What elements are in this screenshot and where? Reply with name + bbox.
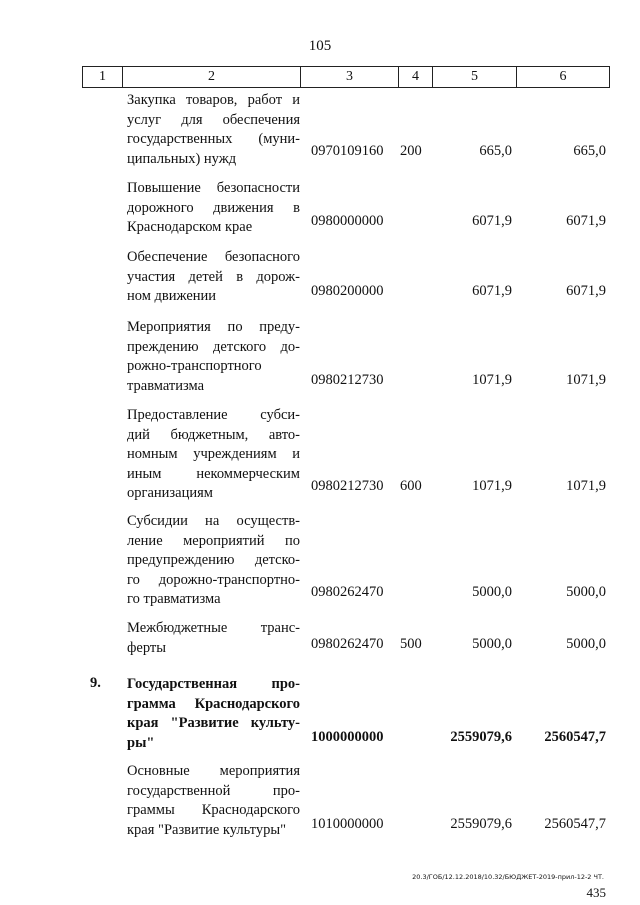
row-code: 0980000000 [311,213,384,229]
description-line: государственной про- [127,782,300,799]
description-line: государственных (муни- [127,131,300,147]
header-col-1: 1 [83,67,123,87]
row-value-2020: 1071,9 [566,372,606,388]
description-line: Основные мероприятия [127,763,300,779]
header-col-5: 5 [433,67,517,87]
description-line: Обеспечение безопасного [127,249,300,265]
row-description [127,91,300,169]
description-line: Предоставление субси- [127,407,300,423]
description-line: граммы Краснодарского [127,802,300,818]
section-number: 9. [90,675,101,691]
description-line: Повышение безопасности [127,180,300,196]
description-line: номным учреждениям и [127,446,300,462]
description-line: Мероприятия по преду- [127,319,300,335]
row-value-2019: 1071,9 [472,372,512,388]
row-value-2019: 6071,9 [472,283,512,299]
description-line: предупреждению детско- [127,552,300,568]
row-code: 0980212730 [311,478,384,494]
header-col-3: 3 [301,67,399,87]
row-code: 0980262470 [311,636,384,652]
row-type: 600 [400,478,422,494]
row-value-2020: 5000,0 [566,584,606,600]
row-value-2020: 5000,0 [566,636,606,652]
description-line: дий бюджетным, авто- [127,426,300,443]
description-line: организациям [127,485,213,501]
description-line: ном движении [127,288,217,304]
description-line: иным некоммерческим [127,465,300,482]
footer-sheet-number: 435 [586,885,606,900]
description-line: го дорожно-транспортно- [127,571,300,588]
description-line: травматизма [127,377,205,394]
description-line: участия детей в дорож- [127,268,300,285]
header-col-4: 4 [399,67,433,87]
row-value-2020: 1071,9 [566,478,606,494]
row-description [127,406,300,504]
row-description [127,762,300,840]
description-line: Субсидии на осуществ- [127,513,300,529]
row-code: 0970109160 [311,143,384,159]
row-value-2020: 6071,9 [566,213,606,229]
header-col-6: 6 [559,69,567,84]
row-code: 1000000000 [311,729,384,745]
description-line: ление мероприятий по [127,532,300,549]
row-type: 500 [400,636,422,652]
description-line: преждению детского до- [127,338,300,355]
description-line: услуг для обеспечения [127,111,300,128]
description-line: рожно-транспортного [127,358,262,374]
description-line: Закупка товаров, работ и [127,92,300,108]
header-col-2: 2 [123,67,301,87]
row-value-2019: 5000,0 [472,584,512,600]
row-code: 0980200000 [311,283,384,299]
row-value-2019: 665,0 [479,143,512,159]
description-line: дорожного движения в [127,199,300,216]
row-value-2020: 665,0 [573,143,606,159]
row-code: 1010000000 [311,816,384,832]
page-number: 105 [308,38,332,54]
description-line: края "Развитие культу- [127,715,300,731]
row-value-2020: 2560547,7 [544,729,606,745]
row-code: 0980262470 [311,584,384,600]
description-line: грамма Краснодарского [127,695,300,712]
row-description [127,512,300,610]
row-value-2019: 1071,9 [472,478,512,494]
row-description [127,318,300,396]
row-value-2019: 2559079,6 [450,729,512,745]
description-line: Государственная про- [127,676,300,692]
row-value-2020: 6071,9 [566,283,606,299]
row-value-2020: 2560547,7 [544,816,606,832]
row-description [127,619,300,658]
footer-file-path: 20.3/ГОБ/12.12.2018/10.32/БЮДЖЕТ-2019-прил-12-2 ЧТ. [412,873,604,881]
description-line: ры" [127,734,155,751]
description-line: ципальных) нужд [127,150,237,167]
description-line: го травматизма [127,591,221,607]
row-description [127,248,300,307]
row-value-2019: 5000,0 [472,636,512,652]
table-header [82,66,610,88]
row-description [127,675,300,753]
description-line: края "Развитие культуры" [127,821,286,838]
row-type: 200 [400,143,422,159]
description-line: Межбюджетные транс- [127,620,300,636]
row-code: 0980212730 [311,372,384,388]
row-value-2019: 2559079,6 [450,816,512,832]
description-line: Краснодарском крае [127,219,253,235]
description-line: ферты [127,639,166,656]
row-description [127,179,300,238]
row-value-2019: 6071,9 [472,213,512,229]
